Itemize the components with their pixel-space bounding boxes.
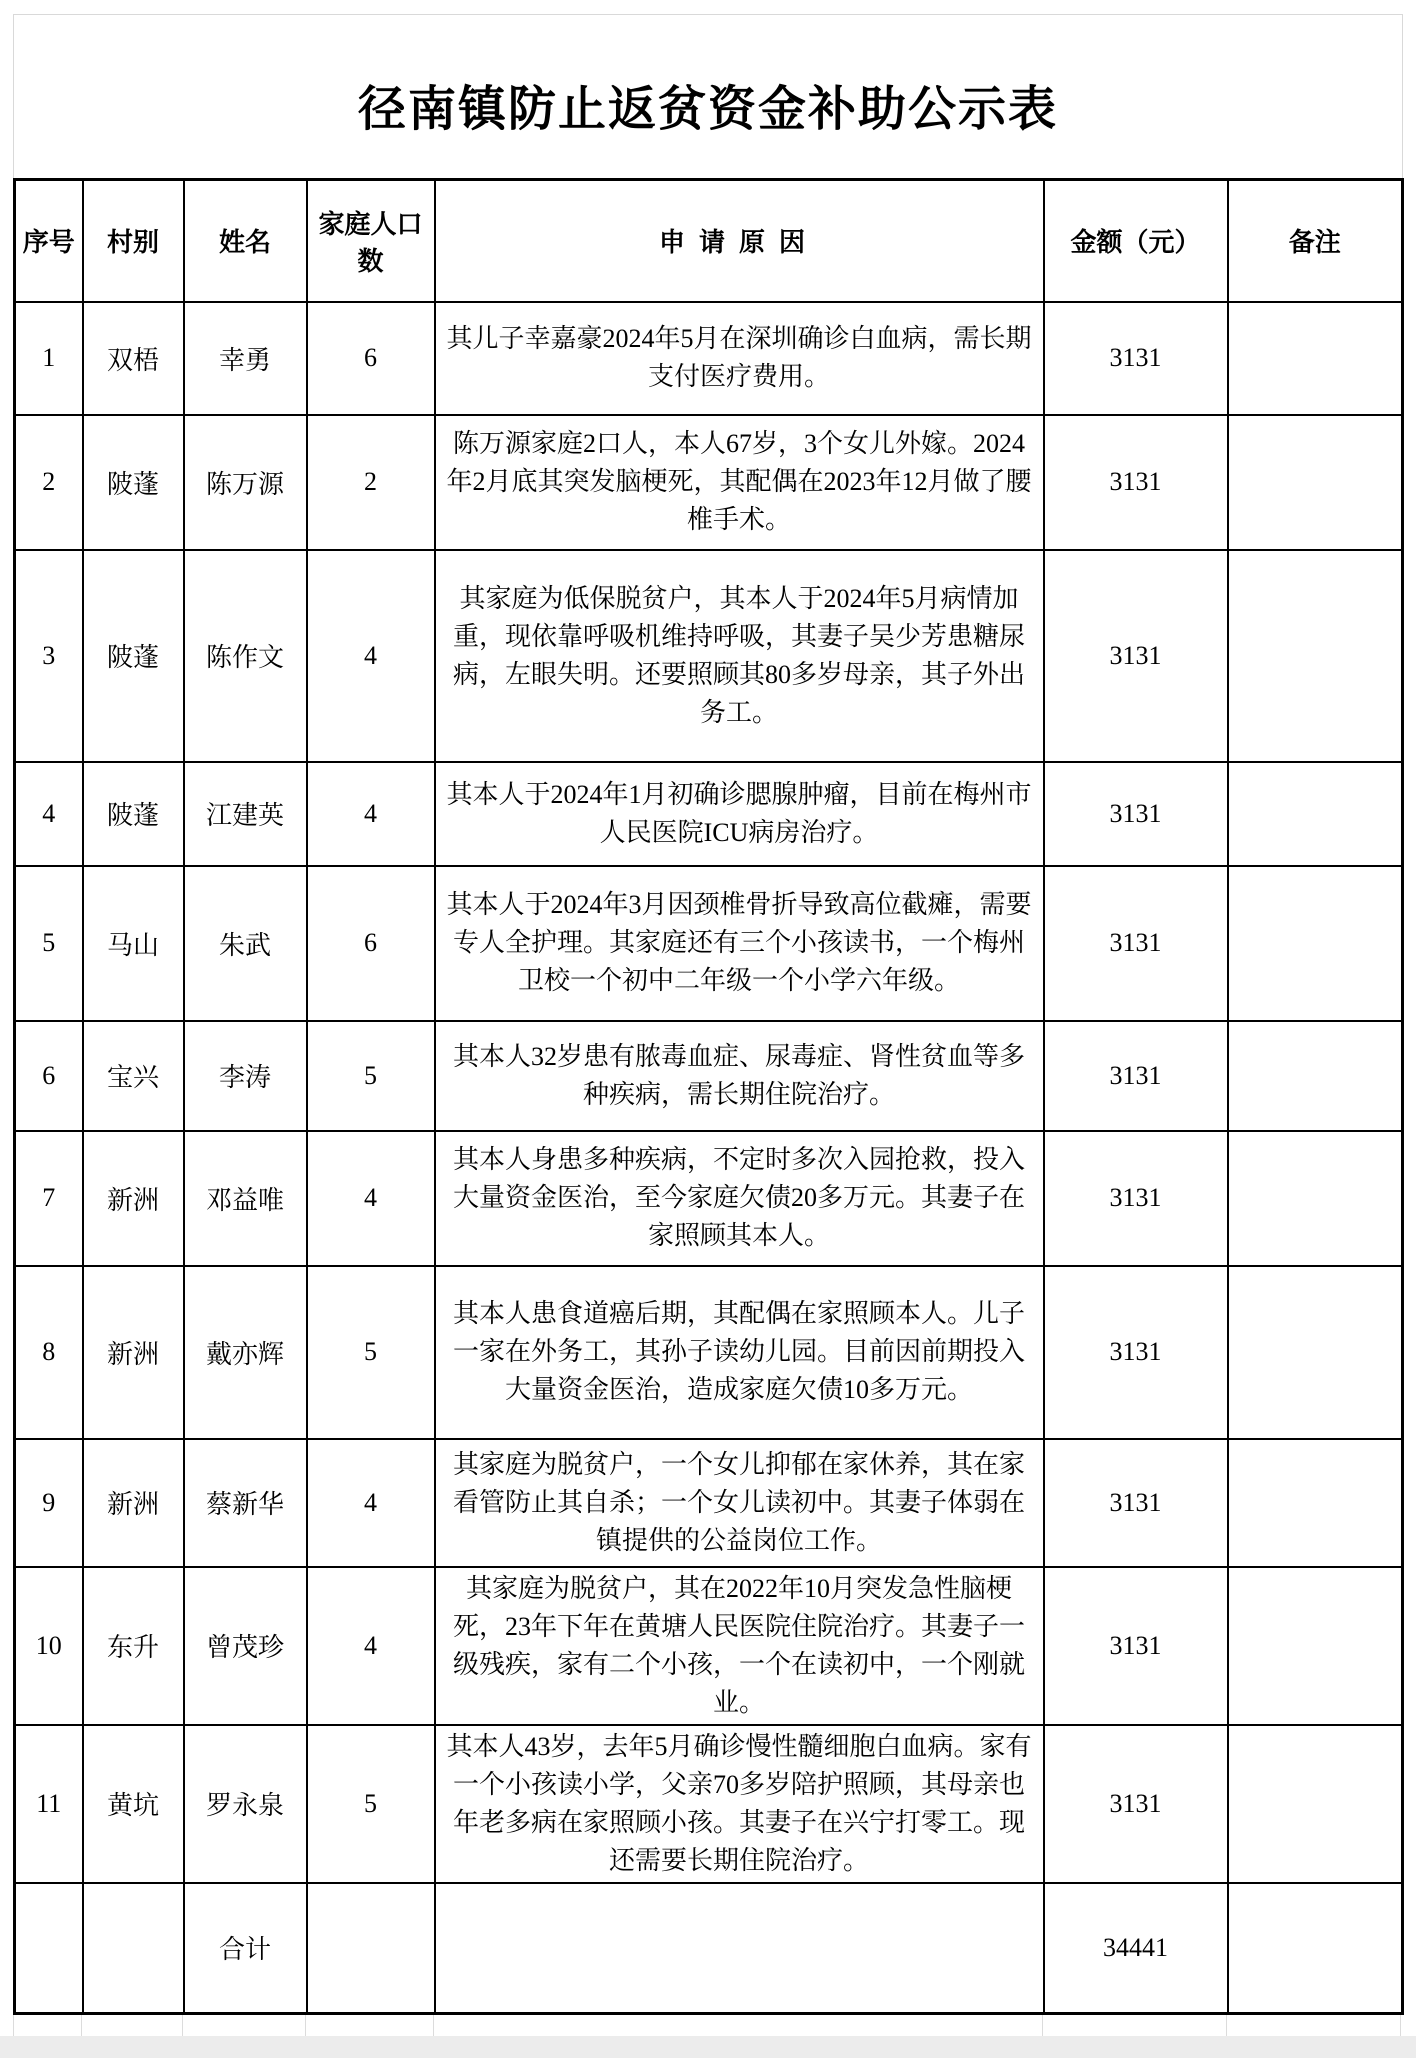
cell-reason: 其本人43岁，去年5月确诊慢性髓细胞白血病。家有一个小孩读小学，父亲70多岁陪护照顾，其母亲也年老多病在家照顾小孩。其妻子在兴宁打零工。现还需要长期住院治疗。 [435,1725,1044,1883]
cell-name: 罗永泉 [184,1725,307,1883]
cell-remark [1228,866,1403,1021]
cell-amount: 3131 [1044,1439,1228,1567]
cell-village: 新洲 [83,1439,184,1567]
table-row [15,1131,1403,1266]
cell-remark [1228,415,1403,550]
cell-reason: 其本人于2024年3月因颈椎骨折导致高位截瘫，需要专人全护理。其家庭还有三个小孩读书，一个梅州卫校一个初中二年级一个小学六年级。 [435,866,1044,1021]
col-header-village: 村别 [83,180,184,302]
cell-no: 10 [15,1567,83,1725]
cell-reason: 其家庭为低保脱贫户，其本人于2024年5月病情加重，现依靠呼吸机维持呼吸，其妻子吴少芳患糖尿病，左眼失明。还要照顾其80多岁母亲，其子外出务工。 [435,550,1044,762]
cell-family-size: 6 [307,302,435,415]
cell-amount: 3131 [1044,1131,1228,1266]
cell-no: 3 [15,550,83,762]
cell-no: 8 [15,1266,83,1439]
cell-village: 陂蓬 [83,762,184,866]
cell-reason: 陈万源家庭2口人，本人67岁，3个女儿外嫁。2024年2月底其突发脑梗死，其配偶在2023年12月做了腰椎手术。 [435,415,1044,550]
cell-no: 2 [15,415,83,550]
table-row [15,1021,1403,1131]
cell-name: 李涛 [184,1021,307,1131]
cell-village: 新洲 [83,1266,184,1439]
col-header-name: 姓名 [184,180,307,302]
cell-amount: 3131 [1044,1567,1228,1725]
cell-remark [1228,1567,1403,1725]
cell-no: 4 [15,762,83,866]
cell-family-size: 5 [307,1266,435,1439]
cell-name: 陈万源 [184,415,307,550]
table-row [15,302,1403,415]
cell-remark [1228,1439,1403,1567]
table-row [15,550,1403,762]
table-row [15,1725,1403,1883]
cell-no: 7 [15,1131,83,1266]
cell-reason: 其儿子幸嘉豪2024年5月在深圳确诊白血病，需长期支付医疗费用。 [435,302,1044,415]
cell-reason: 其家庭为脱贫户，其在2022年10月突发急性脑梗死，23年下年在黄塘人民医院住院治疗。其妻子一级残疾，家有二个小孩，一个在读初中，一个刚就业。 [435,1567,1044,1725]
bottom-margin-strip [0,2036,1416,2058]
table-row [15,1439,1403,1567]
cell-amount: 3131 [1044,866,1228,1021]
cell-family-size: 4 [307,1131,435,1266]
cell-name: 幸勇 [184,302,307,415]
cell-family-size: 4 [307,1567,435,1725]
cell-family-size: 5 [307,1021,435,1131]
table-row [15,1266,1403,1439]
total-cell-remark [1228,1883,1403,2014]
header-row [15,180,1403,302]
cell-family-size: 4 [307,1439,435,1567]
cell-reason: 其本人32岁患有脓毒血症、尿毒症、肾性贫血等多种疾病，需长期住院治疗。 [435,1021,1044,1131]
total-amount: 34441 [1044,1883,1228,2014]
cell-village: 马山 [83,866,184,1021]
cell-remark [1228,762,1403,866]
cell-village: 黄坑 [83,1725,184,1883]
cell-amount: 3131 [1044,1266,1228,1439]
col-header-remark: 备注 [1228,180,1403,302]
total-row [15,1883,1403,2014]
cell-remark [1228,1021,1403,1131]
table-row [15,1567,1403,1725]
subsidy-table [13,178,1404,2015]
cell-reason: 其本人患食道癌后期，其配偶在家照顾本人。儿子一家在外务工，其孙子读幼儿园。目前因前期投入大量资金医治，造成家庭欠债10多万元。 [435,1266,1044,1439]
cell-family-size: 2 [307,415,435,550]
cell-remark [1228,550,1403,762]
cell-remark [1228,302,1403,415]
cell-village: 陂蓬 [83,415,184,550]
cell-no: 5 [15,866,83,1021]
cell-village: 宝兴 [83,1021,184,1131]
col-header-family-size: 家庭人口数 [307,180,435,302]
cell-remark [1228,1131,1403,1266]
cell-name: 江建英 [184,762,307,866]
cell-village: 陂蓬 [83,550,184,762]
cell-name: 蔡新华 [184,1439,307,1567]
page-title: 径南镇防止返贫资金补助公示表 [13,14,1403,178]
cell-name: 邓益唯 [184,1131,307,1266]
cell-remark [1228,1266,1403,1439]
cell-village: 东升 [83,1567,184,1725]
cell-family-size: 4 [307,550,435,762]
cell-name: 陈作文 [184,550,307,762]
cell-remark [1228,1725,1403,1883]
cell-reason: 其本人身患多种疾病，不定时多次入园抢救，投入大量资金医治，至今家庭欠债20多万元。其妻子在家照顾其本人。 [435,1131,1044,1266]
cell-name: 朱武 [184,866,307,1021]
table-row [15,866,1403,1021]
cell-village: 新洲 [83,1131,184,1266]
cell-name: 曾茂珍 [184,1567,307,1725]
table-row [15,762,1403,866]
cell-amount: 3131 [1044,762,1228,866]
total-cell-village [83,1883,184,2014]
total-cell-reason [435,1883,1044,2014]
total-label: 合计 [184,1883,307,2014]
table-row [15,415,1403,550]
cell-amount: 3131 [1044,415,1228,550]
cell-no: 9 [15,1439,83,1567]
cell-family-size: 6 [307,866,435,1021]
col-header-amount: 金额（元） [1044,180,1228,302]
total-cell-no [15,1883,83,2014]
cell-no: 1 [15,302,83,415]
cell-no: 11 [15,1725,83,1883]
total-cell-family-size [307,1883,435,2014]
cell-family-size: 4 [307,762,435,866]
cell-no: 6 [15,1021,83,1131]
cell-reason: 其本人于2024年1月初确诊腮腺肿瘤，目前在梅州市人民医院ICU病房治疗。 [435,762,1044,866]
cell-amount: 3131 [1044,1021,1228,1131]
cell-family-size: 5 [307,1725,435,1883]
print-area [13,14,1403,2058]
col-header-no: 序号 [15,180,83,302]
cell-amount: 3131 [1044,302,1228,415]
cell-reason: 其家庭为脱贫户，一个女儿抑郁在家休养，其在家看管防止其自杀；一个女儿读初中。其妻子体弱在镇提供的公益岗位工作。 [435,1439,1044,1567]
cell-amount: 3131 [1044,550,1228,762]
col-header-reason: 申请原因 [435,180,1044,302]
cell-village: 双梧 [83,302,184,415]
cell-name: 戴亦辉 [184,1266,307,1439]
cell-amount: 3131 [1044,1725,1228,1883]
